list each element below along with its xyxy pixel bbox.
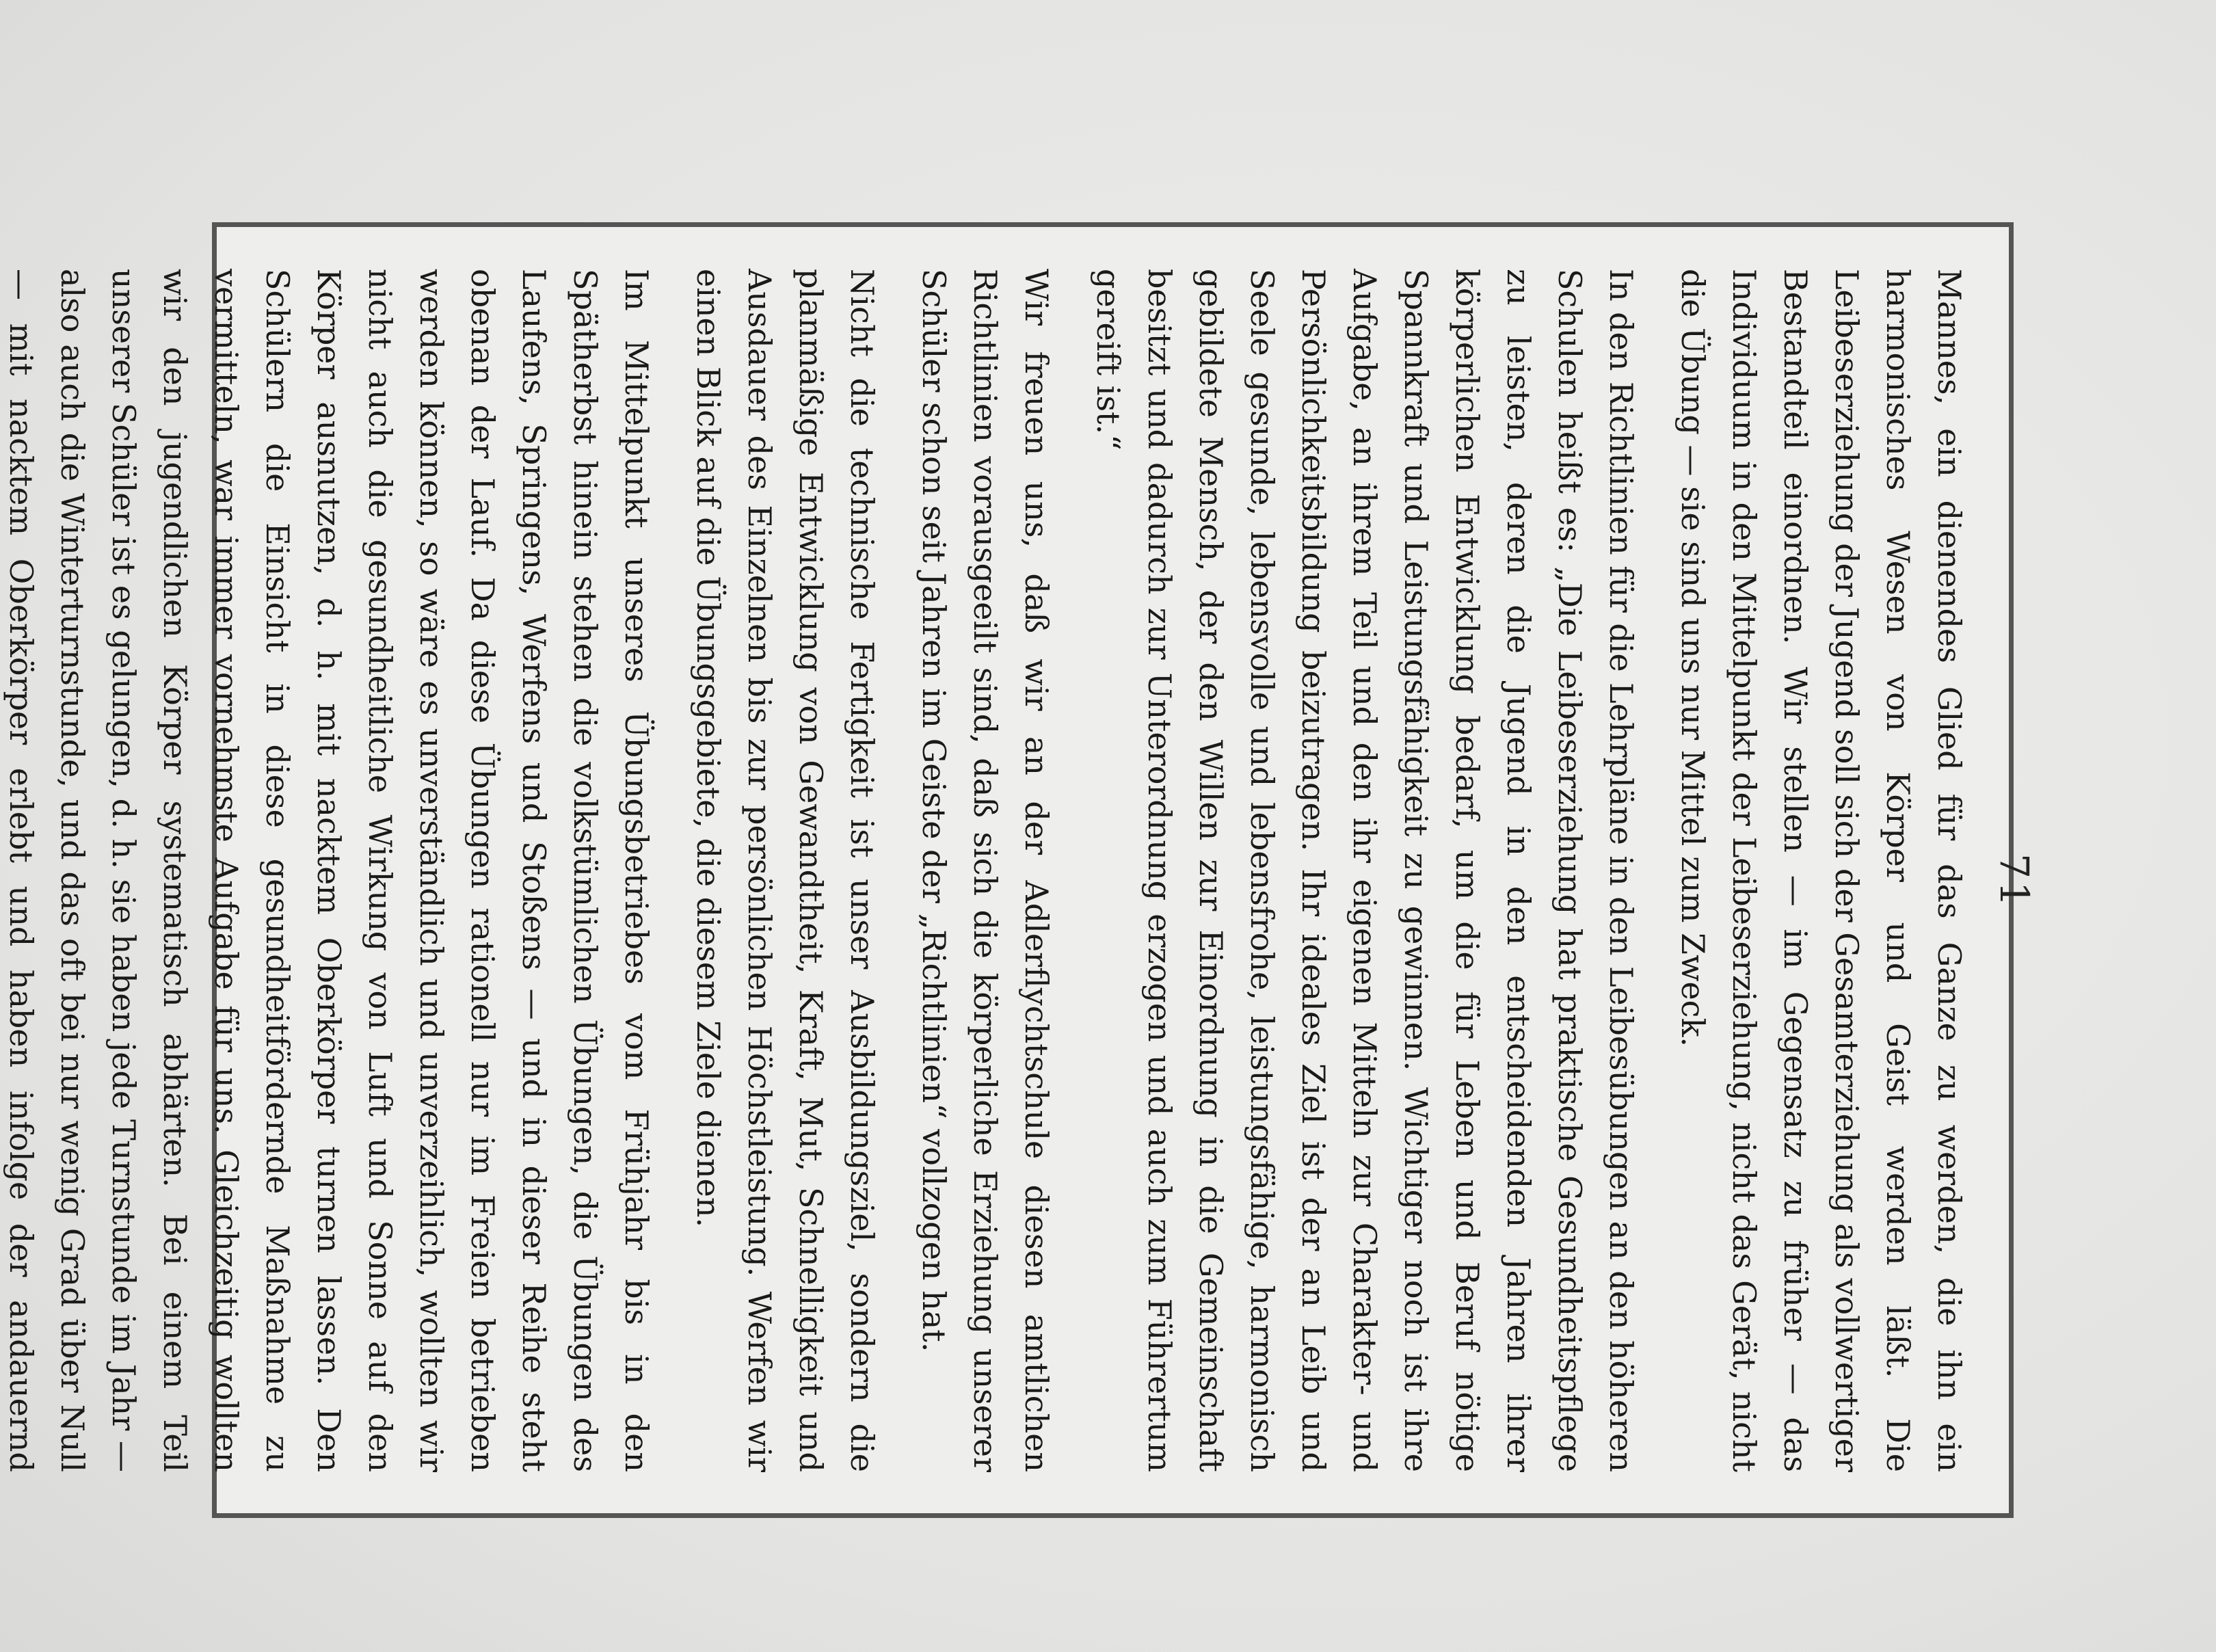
paragraph: Mannes, ein dienendes Glied für das Ganze zu werden, die ihn ein harmonisches Wesen von Körper und Geist werden läßt. Die Leibeserziehung der Jugend soll sich der Gesamterziehung als vollwertiger Bestandteil einordnen. Wir stellen — im Gegensatz zu früher — das Individuum in den Mittelpunkt der Leibeserziehung, nicht das Gerät, nicht die Übung — sie sind uns nur Mittel zum Zweck. — [1674, 268, 1968, 1472]
page-number: 71 — [1990, 853, 2038, 909]
text-frame — [2, 222, 2014, 1518]
paragraph: In den Richtlinien für die Lehrpläne in den Leibesübungen an den höheren Schulen heißt es: „Die Leibeserziehung hat praktische Gesundheitspflege zu leisten, deren die Jugend in den entscheidenden Jahren ihrer körperlichen Entwicklung bedarf, um die für Leben und Beruf nötige Spannkraft und Leistungsfähigkeit zu gewinnen. Wichtiger noch ist ihre Aufgabe, an ihrem Teil und den ihr eigenen Mitteln zur Charakter- und Persönlichkeitsbildung beizutragen. Ihr ideales Ziel ist der an Leib und Seele gesunde, lebensvolle und lebensfrohe, leistungsfähige, harmonisch gebildete Mensch, der den Willen zur Einordnung in die Gemeinschaft besitzt und dadurch zur Unterordnung erzogen und auch zum Führertum gereift ist.“ — [1089, 268, 1640, 1472]
rotated-text-block — [2, 255, 1981, 1486]
paragraph: Wir freuen uns, daß wir an der Adlerflychtschule diesen amtlichen Richtlinien vorausgeeilt sind, daß sich die körperliche Erziehung unserer Schüler schon seit Jahren im Geiste der „Richtlinien“ vollzogen hat. — [915, 268, 1055, 1472]
paragraph: Nicht die technische Fertigkeit ist unser Ausbildungsziel, sondern die planmäßige Entwicklung von Gewandtheit, Kraft, Mut, Schnelligkeit und Ausdauer des Einzelnen bis zur persönlichen Höchstleistung. Werfen wir einen Blick auf die Übungsgebiete, die diesem Ziele dienen. — [689, 268, 881, 1472]
paragraph: Im Mittelpunkt unseres Übungsbetriebes vom Frühjahr bis in den Spätherbst hinein stehen die volkstümlichen Übungen, die Übungen des Laufens, Springens, Werfens und Stoßens — und in dieser Reihe steht obenan der Lauf. Da diese Übungen rationell nur im Freien betrieben werden können, so wäre es unverständlich und unverzeihlich, wollten wir nicht auch die gesundheitliche Wirkung von Luft und Sonne auf den Körper ausnutzen, d. h. mit nacktem Oberkörper turnen lassen. Den Schülern die Einsicht in diese gesundheitfördernde Maßnahme zu vermitteln, war immer vornehmste Aufgabe für uns. Gleichzeitig wollten wir den jugendlichen Körper systematisch abhärten. Bei einem Teil unserer Schüler ist es gelungen, d. h. sie haben jede Turnstunde im Jahr — also auch die Winterturnstunde, und das oft bei nur wenig Grad über Null — mit nacktem Oberkörper erlebt und haben infolge der andauernd — [2, 268, 655, 1472]
